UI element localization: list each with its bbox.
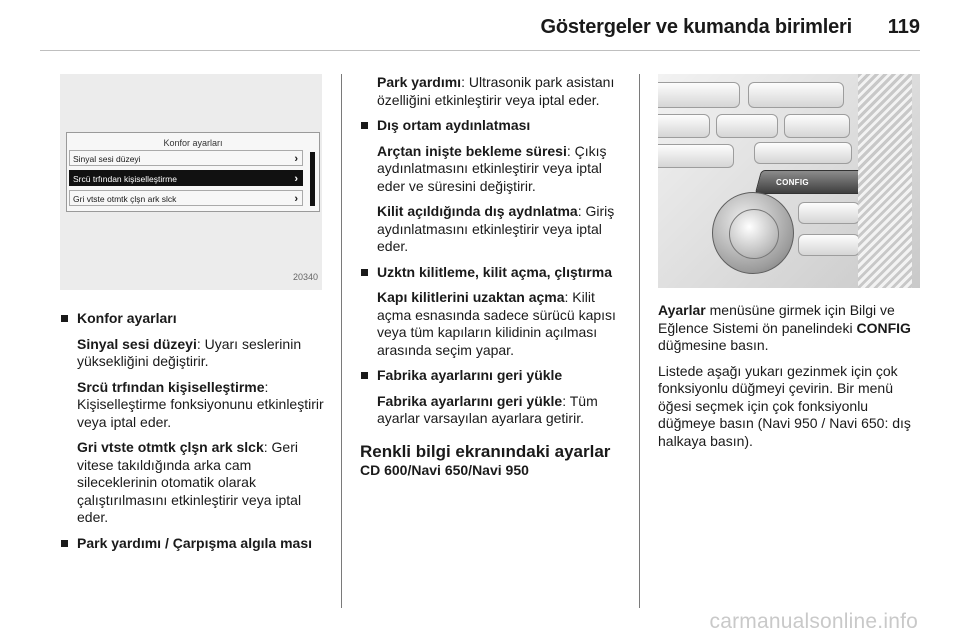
column-divider-right — [639, 74, 640, 608]
item-rear-wiper: Gri vtste otmtk çlşn ark slck: Geri vitese takıldığında arka cam sileceklerinin otomatik olarak çalıştırılmasını etkinleştirir veya iptal eder. — [77, 439, 302, 525]
config-label: CONFIG — [776, 178, 809, 187]
display-screen-figure — [60, 74, 322, 290]
menu-title: Konfor ayarları — [163, 138, 223, 148]
column-2 — [360, 74, 632, 479]
panel-button — [798, 202, 860, 224]
watermark: carmanualsonline.info — [709, 610, 918, 633]
bullet-comfort-settings: Konfor ayarları — [60, 310, 330, 328]
bullet-factory-reset: Fabrika ayarlarını geri yükle — [360, 367, 632, 385]
bullet-remote-locking: Uzktn kilitleme, kilit açma, çlıştırma — [360, 264, 632, 282]
panel-button — [748, 82, 844, 108]
item-signal-volume: Sinyal sesi düzeyi: Uyarı seslerinin yüksekliğini değiştirir. — [77, 335, 302, 369]
header-divider — [40, 50, 920, 51]
menu-scrollbar — [310, 152, 315, 206]
bullet-exterior-lighting: Dış ortam aydınlatması — [360, 117, 632, 135]
item-park-assist: Park yardımı: Ultrasonik park asistanı özelliğini etkinleştirir veya iptal eder. — [377, 74, 615, 108]
page-header — [0, 0, 960, 50]
item-driver-personalization: Srcü trfından kişiselleştirme: Kişiselleştirme fonksiyonunu etkinleştirir veya iptal eder. — [77, 378, 324, 430]
menu-row-label: Sinyal sesi düzeyi — [73, 154, 141, 164]
menu-row-driver-personalization — [69, 170, 303, 186]
page-number: 119 — [887, 16, 920, 38]
column-divider-left — [341, 74, 342, 608]
item-exit-lighting: Arçtan inişte bekleme süresi: Çıkış aydınlatmasını etkinleştirir veya iptal eder ve süresini değiştirir. — [377, 142, 607, 194]
column-3 — [658, 74, 920, 450]
menu-row-label: Srcü trfından kişiselleştirme — [73, 174, 177, 184]
header-title: Göstergeler ve kumanda birimleri — [540, 16, 852, 38]
control-panel-photo — [658, 74, 920, 288]
knob-center — [729, 209, 779, 259]
figure-number: 20340 — [292, 271, 318, 282]
item-entry-lighting: Kilit açıldığında dış aydnlatma: Giriş aydınlatmasını etkinleştirir veya iptal eder. — [377, 203, 615, 254]
chevron-right-icon: › — [294, 153, 298, 165]
section-title: Renkli bilgi ekranındaki ayarlar — [360, 441, 611, 461]
section-subtitle: CD 600/Navi 650/Navi 950 — [360, 461, 529, 478]
panel-button — [754, 142, 852, 164]
config-button — [755, 170, 871, 194]
chevron-right-icon: › — [294, 193, 298, 205]
paragraph-navigation-instructions: Listede aşağı yukarı gezinmek için çok fonksiyonlu düğmeyi çevirin. Bir menü öğesi seçmek için çok fonksiyonlu düğmeye basın (Navi 950 / Navi 650: dış halkaya basın). — [658, 362, 911, 449]
chevron-right-icon: › — [294, 173, 298, 185]
paragraph-settings-menu: Ayarlar menüsüne girmek için Bilgi ve Eğlence Sistemi ön panelindeki CONFIG düğmesine basın. — [658, 302, 911, 353]
multifunction-knob — [712, 192, 794, 274]
panel-button — [798, 234, 860, 256]
menu-row-label: Gri vtste otmtk çlşn ark slck — [73, 194, 177, 204]
panel-button — [658, 82, 740, 108]
item-remote-unlock: Kapı kilitlerini uzaktan açma: Kilit açma esnasında sadece sürücü kapısı veya tüm kapıların kilidinin açılması arasında seçim yapar. — [377, 289, 616, 358]
panel-button — [716, 114, 778, 138]
menu-row-rear-wiper — [69, 190, 303, 206]
panel-button — [784, 114, 850, 138]
column-1 — [60, 74, 330, 552]
bullet-park-assist: Park yardımı / Çarpışma algıla ması — [60, 535, 330, 553]
panel-button — [658, 144, 734, 168]
panel-button — [658, 114, 710, 138]
air-vent — [858, 74, 912, 288]
item-factory-reset: Fabrika ayarlarını geri yükle: Tüm ayarlar varsayılan ayarlara getirir. — [377, 392, 598, 426]
menu-row-signal-volume — [69, 150, 303, 166]
comfort-settings-menu — [66, 132, 320, 212]
